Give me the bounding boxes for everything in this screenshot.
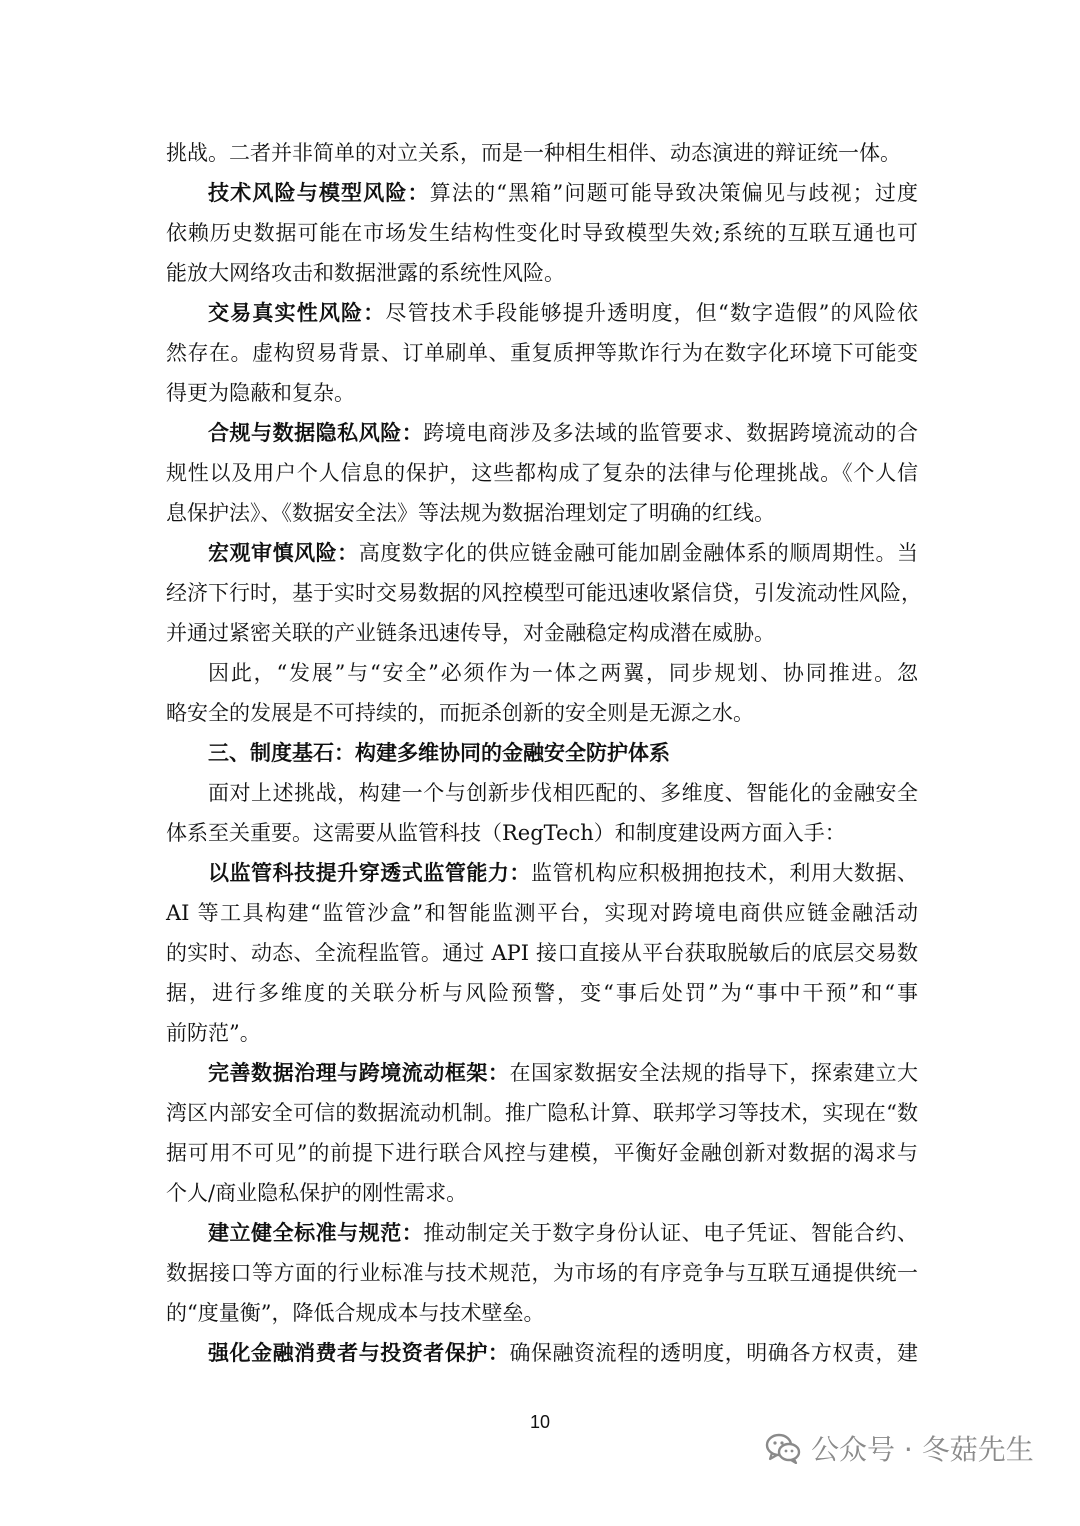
text-line: 的实时、动态、全流程监管。通过 API 接口直接从平台获取脱敏后的底层交易数 [166,941,918,965]
paragraph-line: 面对上述挑战，构建一个与创新步伐相匹配的、多维度、智能化的金融安全 [208,781,918,805]
text-line: 的“度量衡”，降低合规成本与技术壁垒。 [166,1301,545,1325]
paragraph-line: 交易真实性风险：尽管技术手段能够提升透明度，但“数字造假”的风险依 [208,301,918,325]
bold-term: 交易真实性风险： [208,301,386,325]
bold-term: 技术风险与模型风险： [208,181,430,205]
paragraph-line: 强化金融消费者与投资者保护：确保融资流程的透明度，明确各方权责，建 [208,1341,918,1365]
text-line: 前防范”。 [166,1021,261,1045]
text-line: 息保护法》、《数据安全法》等法规为数据治理划定了明确的红线。 [166,501,775,525]
text-line: 然存在。虚构贸易背景、订单刷单、重复质押等欺诈行为在数字化环境下可能变 [166,341,918,365]
bold-term: 合规与数据隐私风险： [208,421,424,445]
text-line: AI 等工具构建“监管沙盒”和智能监测平台，实现对跨境电商供应链金融活动 [166,901,918,925]
text-line: 数据接口等方面的行业标准与技术规范，为市场的有序竞争与互联互通提供统一 [166,1261,918,1285]
text-line: 得更为隐蔽和复杂。 [166,381,355,405]
text-line: 据，进行多维度的关联分析与风险预警，变“事后处罚”为“事中干预”和“事 [166,981,918,1005]
text-line: 规性以及用户个人信息的保护，这些都构成了复杂的法律与伦理挑战。《个人信 [166,461,918,485]
text-line: 个人/商业隐私保护的刚性需求。 [166,1181,468,1205]
paragraph-line: 完善数据治理与跨境流动框架：在国家数据安全法规的指导下，探索建立大 [208,1061,918,1085]
paragraph-line: 以监管科技提升穿透式监管能力：监管机构应积极拥抱技术，利用大数据、 [208,861,918,885]
bold-term: 完善数据治理与跨境流动框架： [208,1061,510,1085]
text-line: 依赖历史数据可能在市场发生结构性变化时导致模型失效;系统的互联互通也可 [166,221,918,245]
text-line: 能放大网络攻击和数据泄露的系统性风险。 [166,261,565,285]
paragraph-line: 建立健全标准与规范：推动制定关于数字身份认证、电子凭证、智能合约、 [208,1221,918,1245]
bold-term: 建立健全标准与规范： [208,1221,424,1245]
paragraph-line: 合规与数据隐私风险：跨境电商涉及多法域的监管要求、数据跨境流动的合 [208,421,918,445]
text-line: 据可用不可见”的前提下进行联合风控与建模，平衡好金融创新对数据的渴求与 [166,1141,918,1165]
text-line: 略安全的发展是不可持续的，而扼杀创新的安全则是无源之水。 [166,701,754,725]
bold-term: 强化金融消费者与投资者保护： [208,1341,510,1365]
text-line: 挑战。二者并非简单的对立关系，而是一种相生相伴、动态演进的辩证统一体。 [166,141,901,165]
paragraph-line: 技术风险与模型风险：算法的“黑箱”问题可能导致决策偏见与歧视；过度 [208,181,918,205]
paragraph-line: 宏观审慎风险：高度数字化的供应链金融可能加剧金融体系的顺周期性。当 [208,541,918,565]
text-line: 体系至关重要。这需要从监管科技（RegTech）和制度建设两方面入手： [166,821,846,845]
section-heading: 三、制度基石：构建多维协同的金融安全防护体系 [208,741,670,765]
bold-term: 以监管科技提升穿透式监管能力： [208,861,531,885]
text-line: 湾区内部安全可信的数据流动机制。推广隐私计算、联邦学习等技术，实现在“数 [166,1101,918,1125]
paragraph-line: 因此，“发展”与“安全”必须作为一体之两翼，同步规划、协同推进。忽 [208,661,918,685]
wechat-icon [765,1432,801,1464]
watermark-text: 公众号 · 冬菇先生 [811,1433,1034,1466]
bold-term: 宏观审慎风险： [208,541,359,565]
page-number: 10 [529,1412,551,1432]
text-line: 并通过紧密关联的产业链条迅速传导，对金融稳定构成潜在威胁。 [166,621,775,645]
watermark [765,1428,1034,1468]
text-line: 经济下行时，基于实时交易数据的风控模型可能迅速收紧信贷，引发流动性风险， [166,581,922,605]
